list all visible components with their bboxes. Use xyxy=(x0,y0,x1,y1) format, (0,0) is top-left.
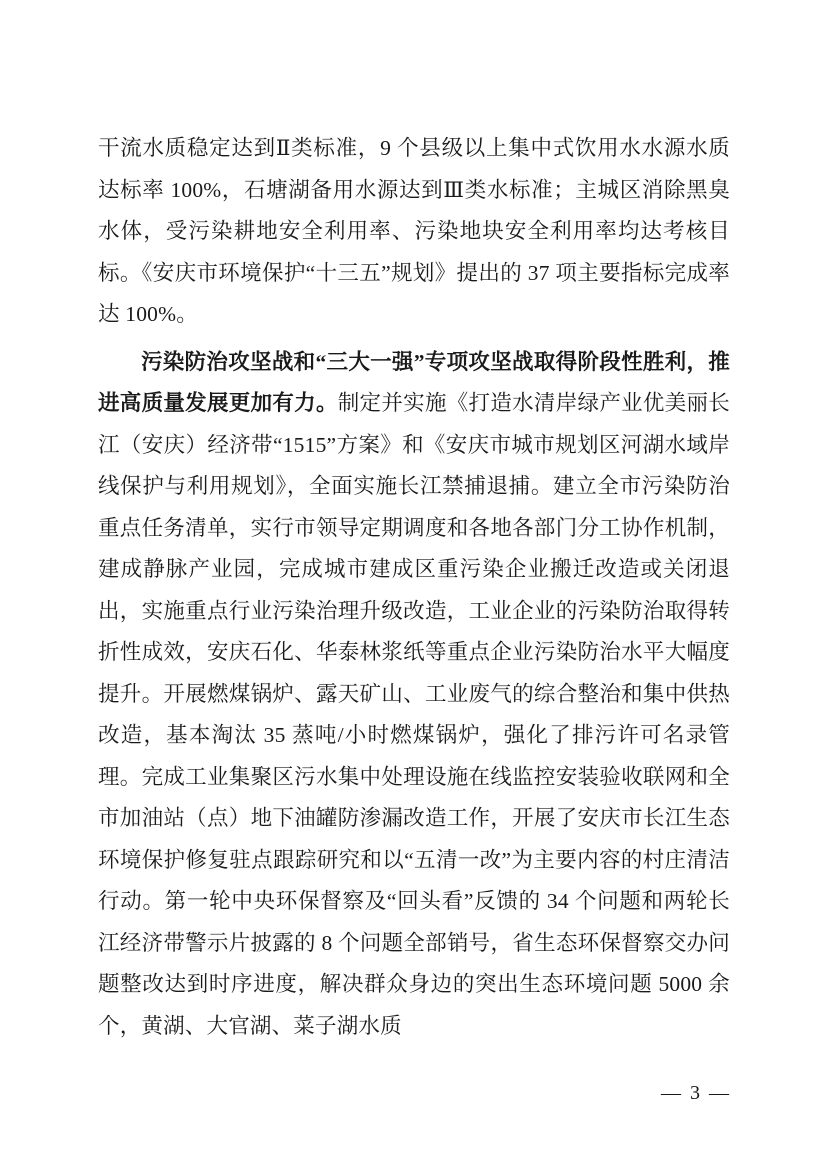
page-body xyxy=(98,128,730,1047)
paragraph-1-text: 干流水质稳定达到Ⅱ类标准，9 个县级以上集中式饮用水水源水质达标率 100%，石塘湖备用水源达到Ⅲ类水标准；主城区消除黑臭水体，受污染耕地安全利用率、污染地块安全利用率均达考核目标。《安庆市环境保护“十三五”规划》提出的 37 项主要指标完成率达 100%。 xyxy=(98,136,730,326)
paragraph-2-lead: 污染防治攻坚战和“三大一强”专项攻坚战取得阶段性胜利，推进高质量发展更加有力。 xyxy=(98,349,730,415)
paragraph-1 xyxy=(98,128,730,336)
paragraph-2-text: 制定并实施《打造水清岸绿产业优美丽长江（安庆）经济带“1515”方案》和《安庆市城市规划区河湖水域岸线保护与利用规划》，全面实施长江禁捕退捕。建立全市污染防治重点任务清单，实行市领导定期调度和各地各部门分工协作机制，建成静脉产业园，完成城市建成区重污染企业搬迁改造或关闭退出，实施重点行业污染治理升级改造，工业企业的污染防治取得转折性成效，安庆石化、华泰林浆纸等重点企业污染防治水平大幅度提升。开展燃煤锅炉、露天矿山、工业废气的综合整治和集中供热改造，基本淘汰 35 蒸吨/小时燃煤锅炉，强化了排污许可名录管理。完成工业集聚区污水集中处理设施在线监控安装验收联网和全市加油站（点）地下油罐防渗漏改造工作，开展了安庆市长江生态环境保护修复驻点跟踪研究和以“五清一改”为主要内容的村庄清洁行动。第一轮中央环保督察及“回头看”反馈的 34 个问题和两轮长江经济带警示片披露的 8 个问题全部销号，省生态环保督察交办问题整改达到时序进度，解决群众身边的突出生态环境问题 5000 余个，黄湖、大官湖、菜子湖水质 xyxy=(98,391,730,1038)
page-number: — 3 — xyxy=(661,1082,731,1104)
paragraph-2 xyxy=(98,342,730,1048)
